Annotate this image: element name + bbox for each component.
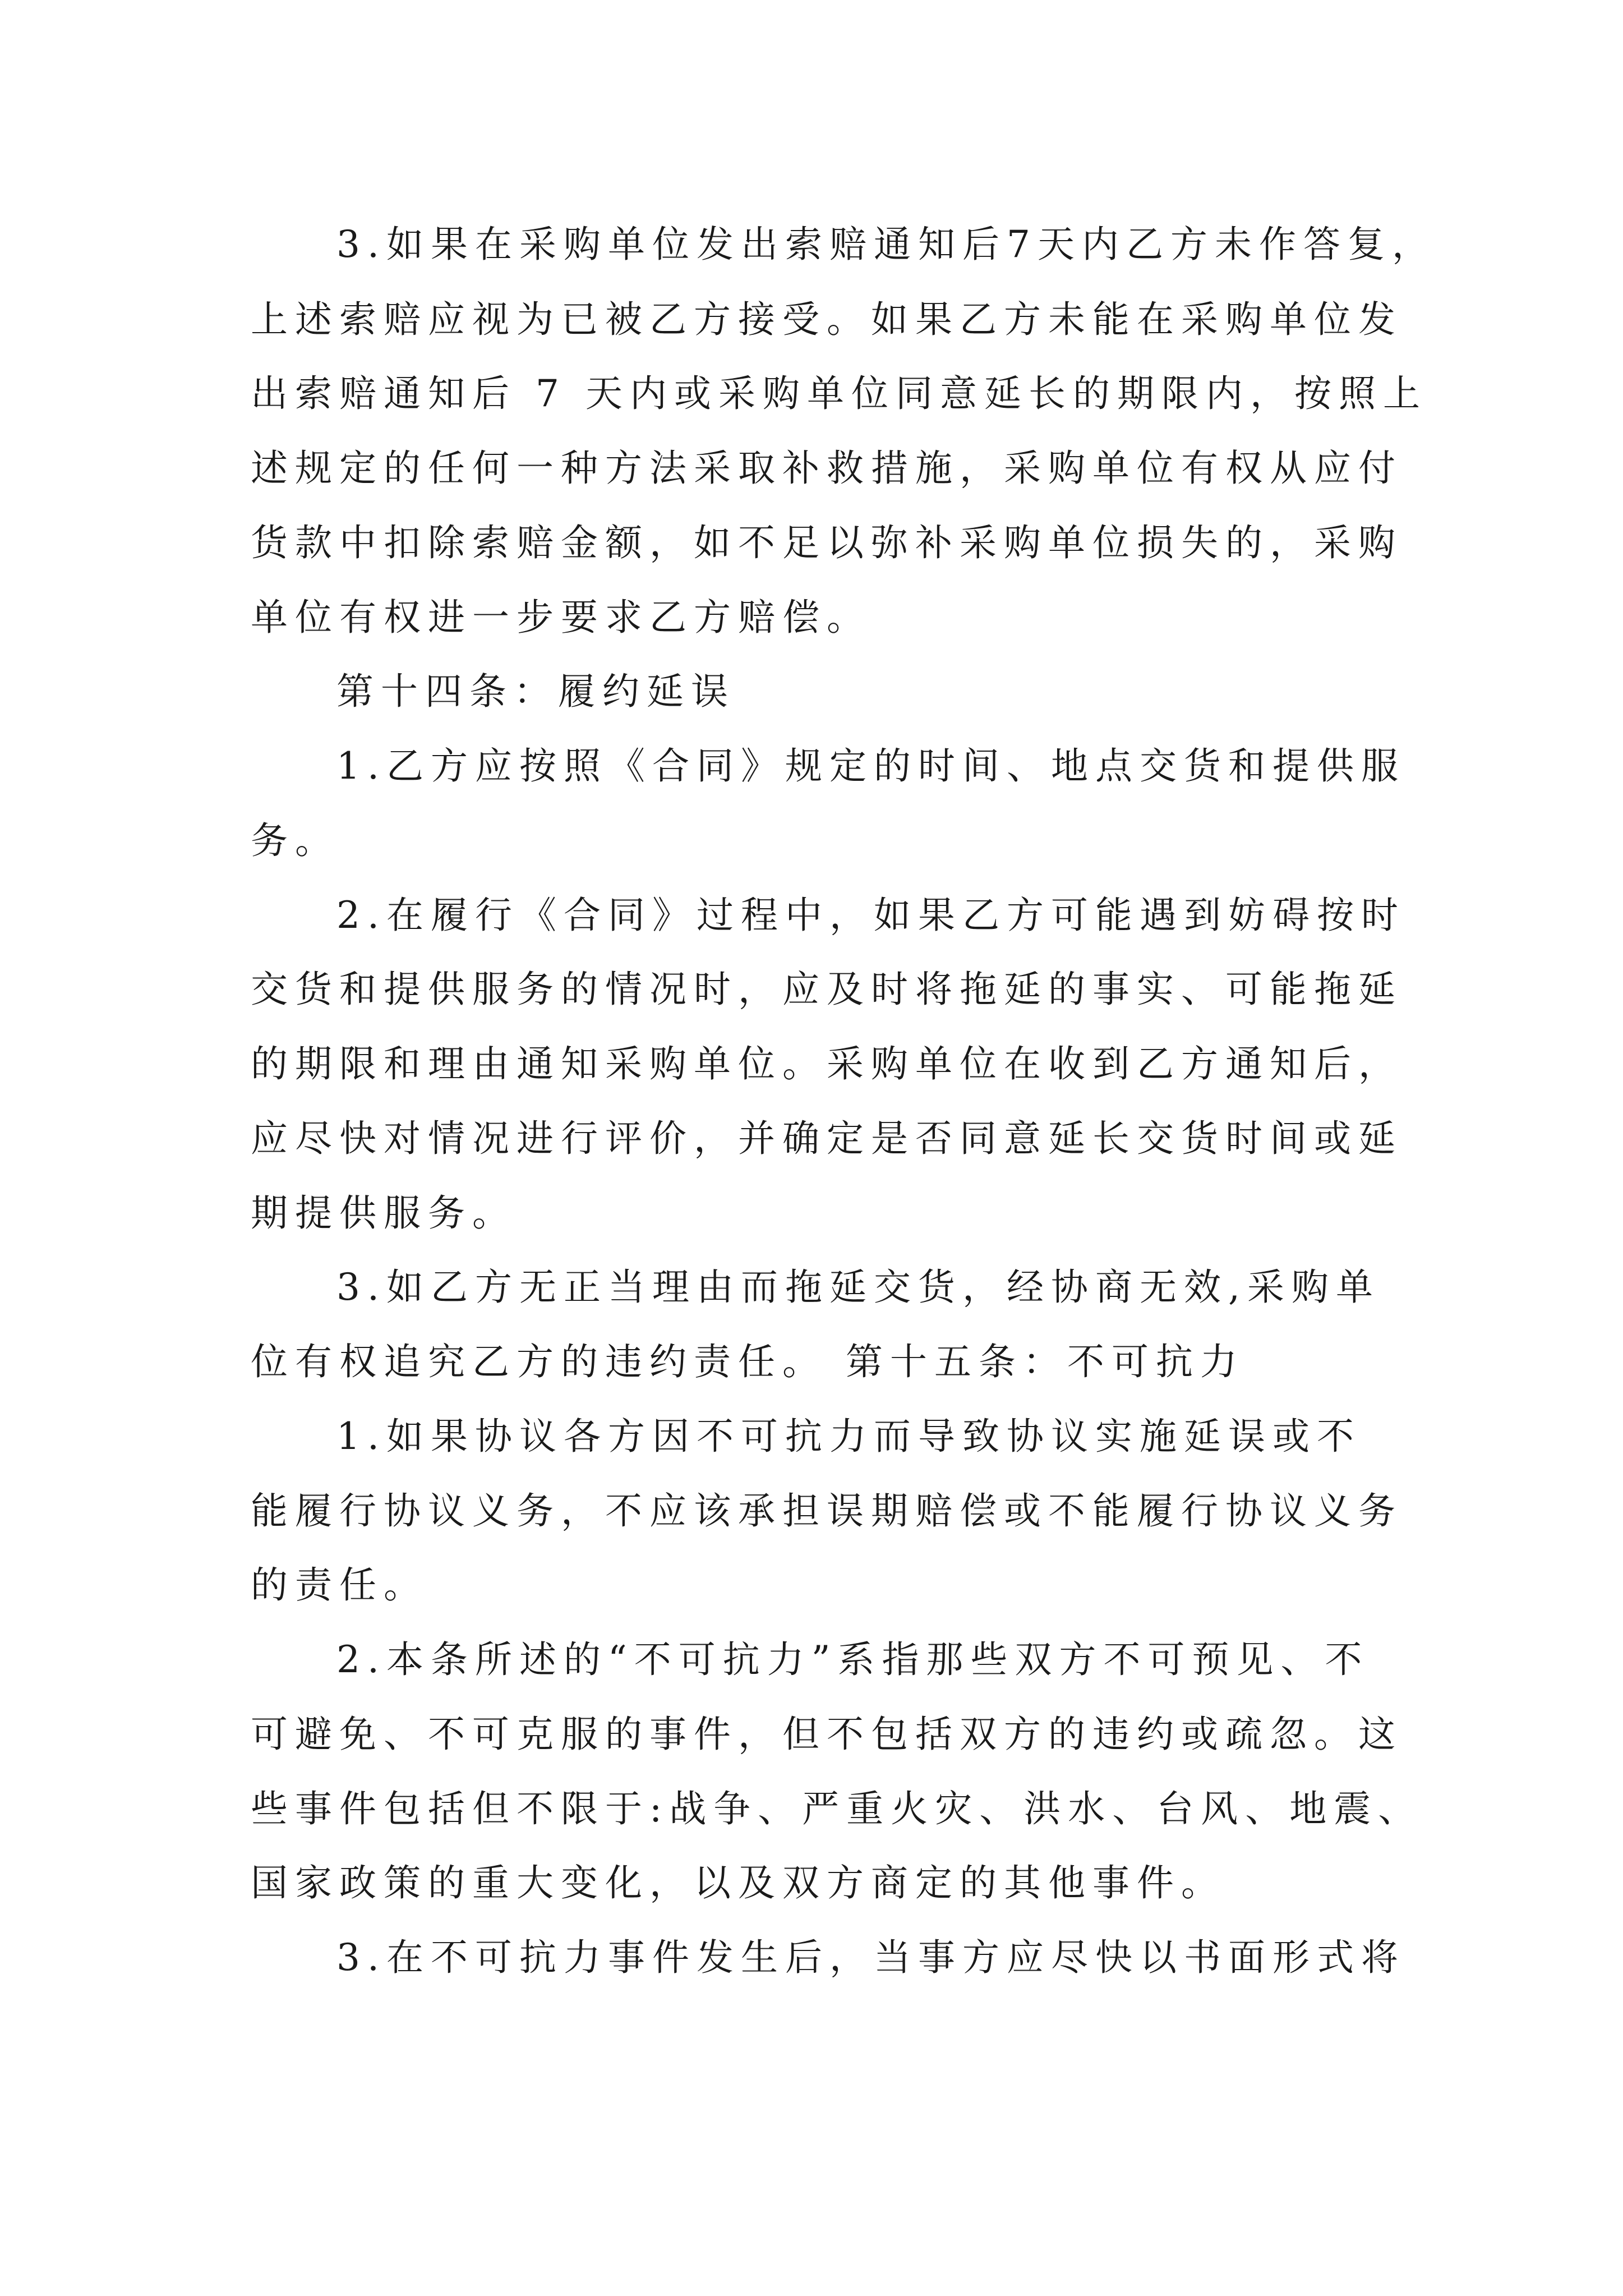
text-line: 1.如果协议各方因不可抗力而导致协议实施延误或不 bbox=[336, 1415, 1361, 1458]
text-line: 些事件包括但不限于:战争、严重火灾、洪水、台风、地震、 bbox=[251, 1787, 1423, 1830]
text-line: 上述索赔应视为已被乙方接受。如果乙方未能在采购单位发 bbox=[251, 298, 1403, 341]
text-line: 交货和提供服务的情况时，应及时将拖延的事实、可能拖延 bbox=[251, 968, 1403, 1011]
text-line: 2.在履行《合同》过程中，如果乙方可能遇到妨碍按时 bbox=[336, 894, 1405, 937]
text-line: 单位有权进一步要求乙方赔偿。 bbox=[251, 596, 871, 639]
section-heading: 第十四条：履约延误 bbox=[336, 670, 735, 713]
text-line: 3.如果在采购单位发出索赔通知后7天内乙方未作答复， bbox=[336, 223, 1436, 266]
text-line: 的责任。 bbox=[251, 1563, 428, 1607]
text-line: 应尽快对情况进行评价，并确定是否同意延长交货时间或延 bbox=[251, 1117, 1403, 1160]
text-line: 3.在不可抗力事件发生后，当事方应尽快以书面形式将 bbox=[336, 1936, 1405, 1979]
text-line: 出索赔通知后 7 天内或采购单位同意延长的期限内，按照上 bbox=[251, 372, 1427, 415]
text-line: 能履行协议义务，不应该承担误期赔偿或不能履行协议义务 bbox=[251, 1489, 1403, 1533]
text-line: 可避免、不可克服的事件，但不包括双方的违约或疏忽。这 bbox=[251, 1713, 1403, 1756]
text-line: 述规定的任何一种方法采取补救措施，采购单位有权从应付 bbox=[251, 447, 1403, 490]
text-line: 3.如乙方无正当理由而拖延交货，经协商无效,采购单 bbox=[336, 1266, 1380, 1309]
text-line: 国家政策的重大变化，以及双方商定的其他事件。 bbox=[251, 1861, 1225, 1904]
text-line: 货款中扣除索赔金额，如不足以弥补采购单位损失的，采购 bbox=[251, 521, 1403, 564]
text-line: 1.乙方应按照《合同》规定的时间、地点交货和提供服 bbox=[336, 744, 1405, 788]
text-line: 的期限和理由通知采购单位。采购单位在收到乙方通知后， bbox=[251, 1042, 1403, 1085]
text-line: 务。 bbox=[251, 819, 339, 862]
text-line: 期提供服务。 bbox=[251, 1191, 517, 1235]
text-line: 2.本条所述的“不可抗力”系指那些双方不可预见、不 bbox=[336, 1638, 1370, 1681]
text-line: 位有权追究乙方的违约责任。 第十五条：不可抗力 bbox=[251, 1340, 1244, 1383]
